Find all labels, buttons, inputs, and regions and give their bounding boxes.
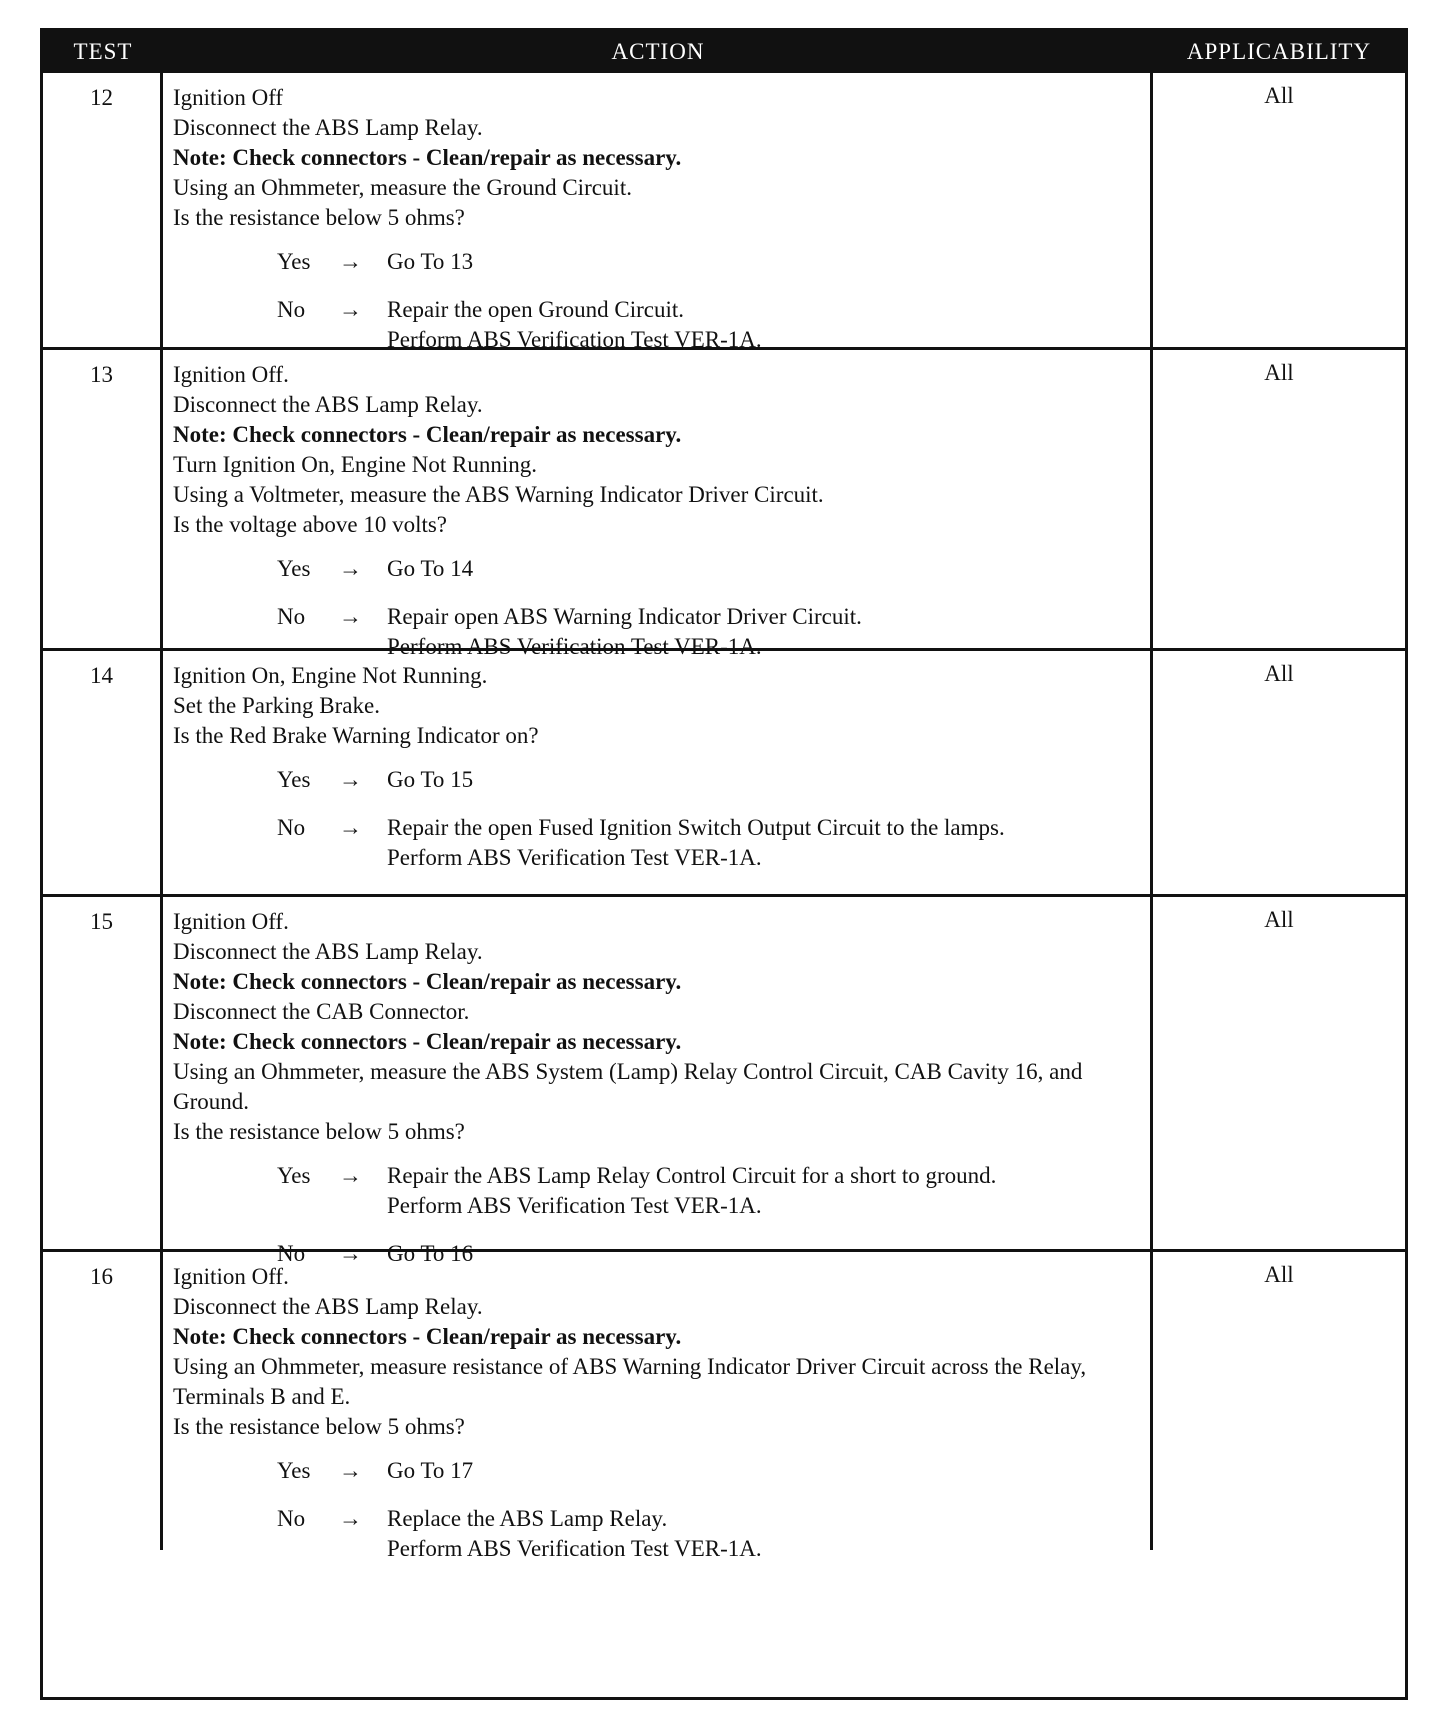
- branch-label: No: [277, 815, 306, 840]
- result-branches: [173, 554, 1144, 662]
- note-line: Note: Check connectors - Clean/repair as necessary.: [173, 969, 682, 994]
- action-line: Disconnect the CAB Connector.: [173, 999, 470, 1024]
- branch-action: [387, 1456, 1144, 1486]
- action-line: Ignition Off.: [173, 909, 289, 934]
- branch-label: Yes: [277, 249, 311, 274]
- action-line: Using an Ohmmeter, measure the Ground Circuit.: [173, 175, 632, 200]
- branch-action-line: Replace the ABS Lamp Relay.: [387, 1506, 668, 1531]
- branch-action-line: Go To 17: [387, 1458, 474, 1483]
- applicability-value: All: [1264, 661, 1294, 686]
- branch-label: No: [277, 604, 306, 629]
- branch-action: [387, 765, 1144, 795]
- action-line: Turn Ignition On, Engine Not Running.: [173, 452, 537, 477]
- action-cell: [163, 1252, 1153, 1561]
- action-cell: [163, 897, 1153, 1266]
- arrow-icon: →: [339, 815, 362, 840]
- branch-label: Yes: [277, 767, 311, 792]
- branch-action-line: Repair the open Ground Circuit.: [387, 297, 685, 322]
- branch-action: [387, 554, 1144, 584]
- action-cell: [163, 73, 1153, 352]
- table-row: [43, 73, 1405, 352]
- branch-action-line: Perform ABS Verification Test VER-1A.: [387, 327, 762, 352]
- arrow-icon: →: [339, 1241, 362, 1266]
- arrow-icon: →: [339, 767, 362, 792]
- action-line: Using an Ohmmeter, measure resistance of ABS Warning Indicator Driver Circuit across the Relay, Terminals B and E.: [173, 1354, 1087, 1409]
- no-branch: [277, 1504, 1144, 1564]
- action-line: Disconnect the ABS Lamp Relay.: [173, 115, 483, 140]
- branch-action-line: Perform ABS Verification Test VER-1A.: [387, 634, 762, 659]
- yes-branch: [277, 247, 1144, 277]
- test-number: 12: [43, 73, 163, 347]
- action-line: Disconnect the ABS Lamp Relay.: [173, 939, 483, 964]
- arrow-icon: →: [339, 249, 362, 274]
- test-number: 16: [43, 1252, 163, 1550]
- applicability-value: All: [1264, 83, 1294, 108]
- branch-label: No: [277, 297, 306, 322]
- table-row: [43, 347, 1405, 659]
- branch-action-line: Repair open ABS Warning Indicator Driver Circuit.: [387, 604, 862, 629]
- no-branch: [277, 813, 1144, 873]
- diagnostic-test-table: [40, 28, 1408, 1700]
- action-line: Ignition Off.: [173, 362, 289, 387]
- arrow-icon: →: [339, 1163, 362, 1188]
- result-branches: [173, 247, 1144, 355]
- branch-action-line: Go To 14: [387, 556, 474, 581]
- action-line: Is the voltage above 10 volts?: [173, 512, 448, 537]
- action-line: Is the Red Brake Warning Indicator on?: [173, 723, 539, 748]
- branch-action: [387, 247, 1144, 277]
- table-row: [43, 1249, 1405, 1561]
- action-line: Set the Parking Brake.: [173, 693, 380, 718]
- applicability-value: All: [1264, 360, 1294, 385]
- no-branch: [277, 295, 1144, 355]
- action-line: Using a Voltmeter, measure the ABS Warning Indicator Driver Circuit.: [173, 482, 824, 507]
- yes-branch: [277, 1161, 1144, 1221]
- test-number: 13: [43, 350, 163, 648]
- yes-branch: [277, 765, 1144, 795]
- action-line: Is the resistance below 5 ohms?: [173, 1414, 465, 1439]
- branch-label: No: [277, 1241, 306, 1266]
- action-line: Is the resistance below 5 ohms?: [173, 1119, 465, 1144]
- branch-action: [387, 1504, 1144, 1564]
- arrow-icon: →: [339, 1458, 362, 1483]
- action-line: Ignition Off: [173, 85, 284, 110]
- yes-branch: [277, 554, 1144, 584]
- result-branches: [173, 765, 1144, 873]
- arrow-icon: →: [339, 297, 362, 322]
- applicability-value: All: [1264, 907, 1294, 932]
- branch-action-line: Perform ABS Verification Test VER-1A.: [387, 845, 762, 870]
- table-body: [43, 73, 1405, 1561]
- action-line: Ignition On, Engine Not Running.: [173, 663, 488, 688]
- header-applicability: APPLICABILITY: [1186, 39, 1372, 64]
- note-line: Note: Check connectors - Clean/repair as necessary.: [173, 422, 682, 447]
- action-cell: [163, 651, 1153, 894]
- branch-action-line: Repair the ABS Lamp Relay Control Circuit for a short to ground.: [387, 1163, 997, 1188]
- note-line: Note: Check connectors - Clean/repair as necessary.: [173, 145, 682, 170]
- test-number: 14: [43, 651, 163, 894]
- branch-label: Yes: [277, 1458, 311, 1483]
- note-line: Note: Check connectors - Clean/repair as necessary.: [173, 1324, 682, 1349]
- table-row: [43, 648, 1405, 894]
- action-line: Is the resistance below 5 ohms?: [173, 205, 465, 230]
- yes-branch: [277, 1456, 1144, 1486]
- branch-action-line: Perform ABS Verification Test VER-1A.: [387, 1536, 762, 1561]
- branch-action-line: Go To 16: [387, 1241, 474, 1266]
- branch-action-line: Go To 15: [387, 767, 474, 792]
- arrow-icon: →: [339, 1506, 362, 1531]
- result-branches: [173, 1456, 1144, 1564]
- note-line: Note: Check connectors - Clean/repair as necessary.: [173, 1029, 682, 1054]
- branch-action: [387, 295, 1144, 355]
- action-line: Using an Ohmmeter, measure the ABS System (Lamp) Relay Control Circuit, CAB Cavity 16, and Ground.: [173, 1059, 1083, 1114]
- branch-action: [387, 813, 1144, 873]
- header-test: TEST: [73, 39, 133, 64]
- branch-action-line: Go To 13: [387, 249, 474, 274]
- header-action: ACTION: [611, 39, 705, 64]
- action-line: Disconnect the ABS Lamp Relay.: [173, 392, 483, 417]
- branch-action: [387, 1161, 1144, 1221]
- branch-action-line: Perform ABS Verification Test VER-1A.: [387, 1193, 762, 1218]
- branch-label: No: [277, 1506, 306, 1531]
- branch-label: Yes: [277, 556, 311, 581]
- arrow-icon: →: [339, 556, 362, 581]
- test-number: 15: [43, 897, 163, 1249]
- branch-action-line: Repair the open Fused Ignition Switch Output Circuit to the lamps.: [387, 815, 1005, 840]
- action-cell: [163, 350, 1153, 659]
- table-header: [43, 31, 1405, 73]
- branch-label: Yes: [277, 1163, 311, 1188]
- table-row: [43, 894, 1405, 1266]
- action-line: Disconnect the ABS Lamp Relay.: [173, 1294, 483, 1319]
- action-line: Ignition Off.: [173, 1264, 289, 1289]
- arrow-icon: →: [339, 604, 362, 629]
- applicability-value: All: [1264, 1262, 1294, 1287]
